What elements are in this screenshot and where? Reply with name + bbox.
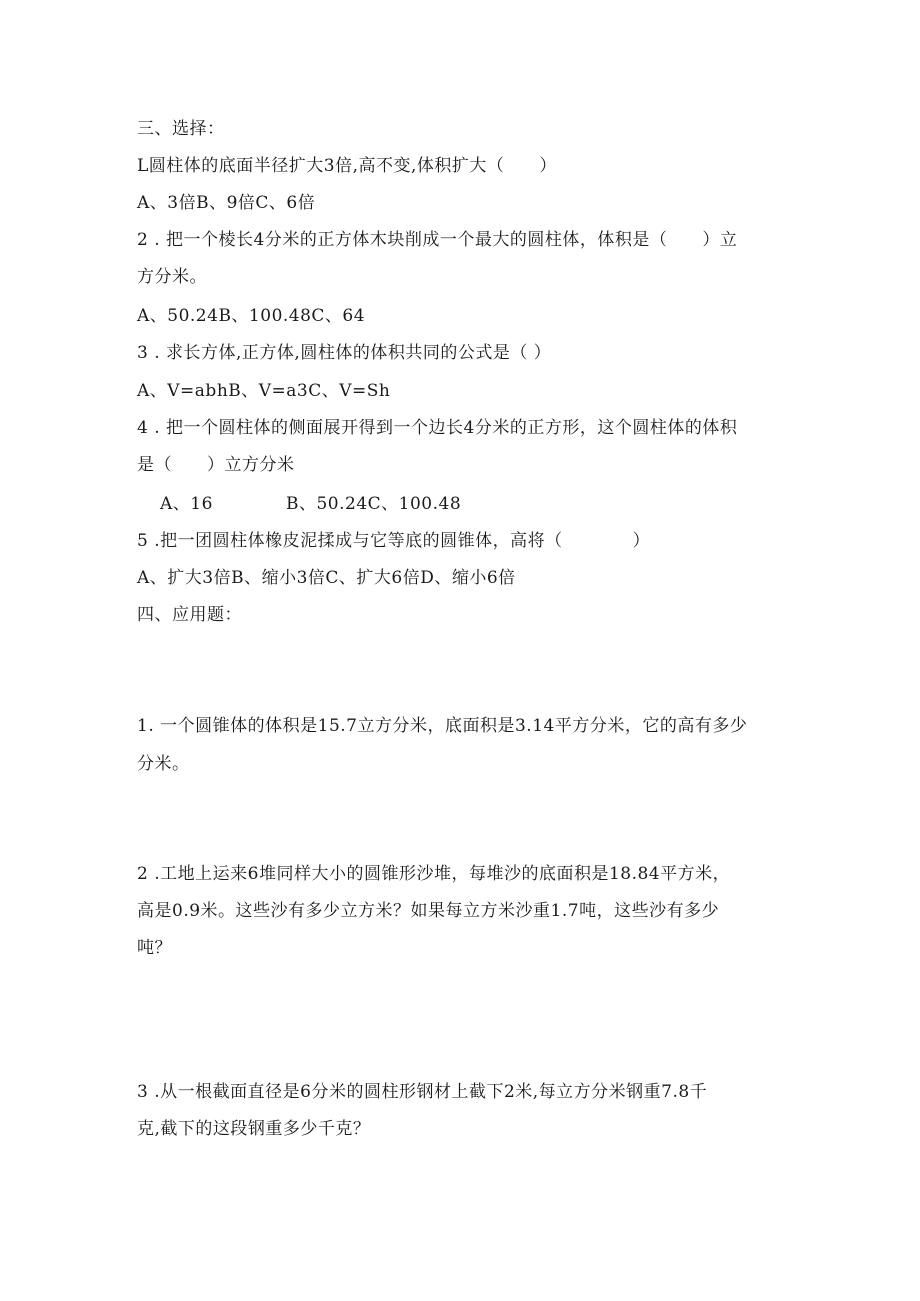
question-3-options: A、V=abhB、V=a3C、V=Sh [137,381,391,401]
question-1-options: A、3倍B、9倍C、6倍 [137,193,316,213]
problem-3-line-2: 克,截下的这段钢重多少千克？ [137,1119,371,1139]
question-2-options: A、50.24B、100.48C、64 [137,306,366,326]
problem-3-line-1: 3 .从一根截面直径是6分米的圆柱形钢材上截下2米,每立方分米钢重7.8千 [137,1082,708,1102]
question-4-option-bc: B、50.24C、100.48 [286,494,462,514]
question-4-text-line-1: 4 . 把一个圆柱体的侧面展开得到一个边长4分米的正方形，这个圆柱体的体积 [137,418,738,438]
question-5-text: 5 .把一团圆柱体橡皮泥揉成与它等底的圆锥体，高将（ ） [137,531,651,551]
problem-1-line-2: 分米。 [137,754,190,774]
problem-2-line-2: 高是0.9米。这些沙有多少立方米？如果每立方米沙重1.7吨，这些沙有多少 [137,901,720,921]
question-5-options: A、扩大3倍B、缩小3倍C、扩大6倍D、缩小6倍 [137,568,516,588]
section-4-heading: 四、应用题： [137,605,242,625]
question-4-option-a: A、16 [160,494,213,514]
question-3-text: 3 . 求长方体,正方体,圆柱体的体积共同的公式是（ ） [137,343,552,363]
problem-1-line-1: 1. 一个圆锥体的体积是15.7立方分米，底面积是3.14平方分米，它的高有多少 [137,716,748,736]
problem-2-line-1: 2 .工地上运来6堆同样大小的圆锥形沙堆，每堆沙的底面积是18.84平方米， [137,864,731,884]
question-2-text-line-1: 2 . 把一个棱长4分米的正方体木块削成一个最大的圆柱体，体积是（ ）立 [137,230,738,250]
question-4-text-line-2: 是（ ）立方分米 [137,455,295,475]
problem-2-line-3: 吨？ [137,938,172,958]
question-2-text-line-2: 方分米。 [137,267,207,287]
section-3-heading: 三、选择： [137,119,225,139]
question-1-text: L圆柱体的底面半径扩大3倍,高不变,体积扩大（ ） [137,156,557,176]
